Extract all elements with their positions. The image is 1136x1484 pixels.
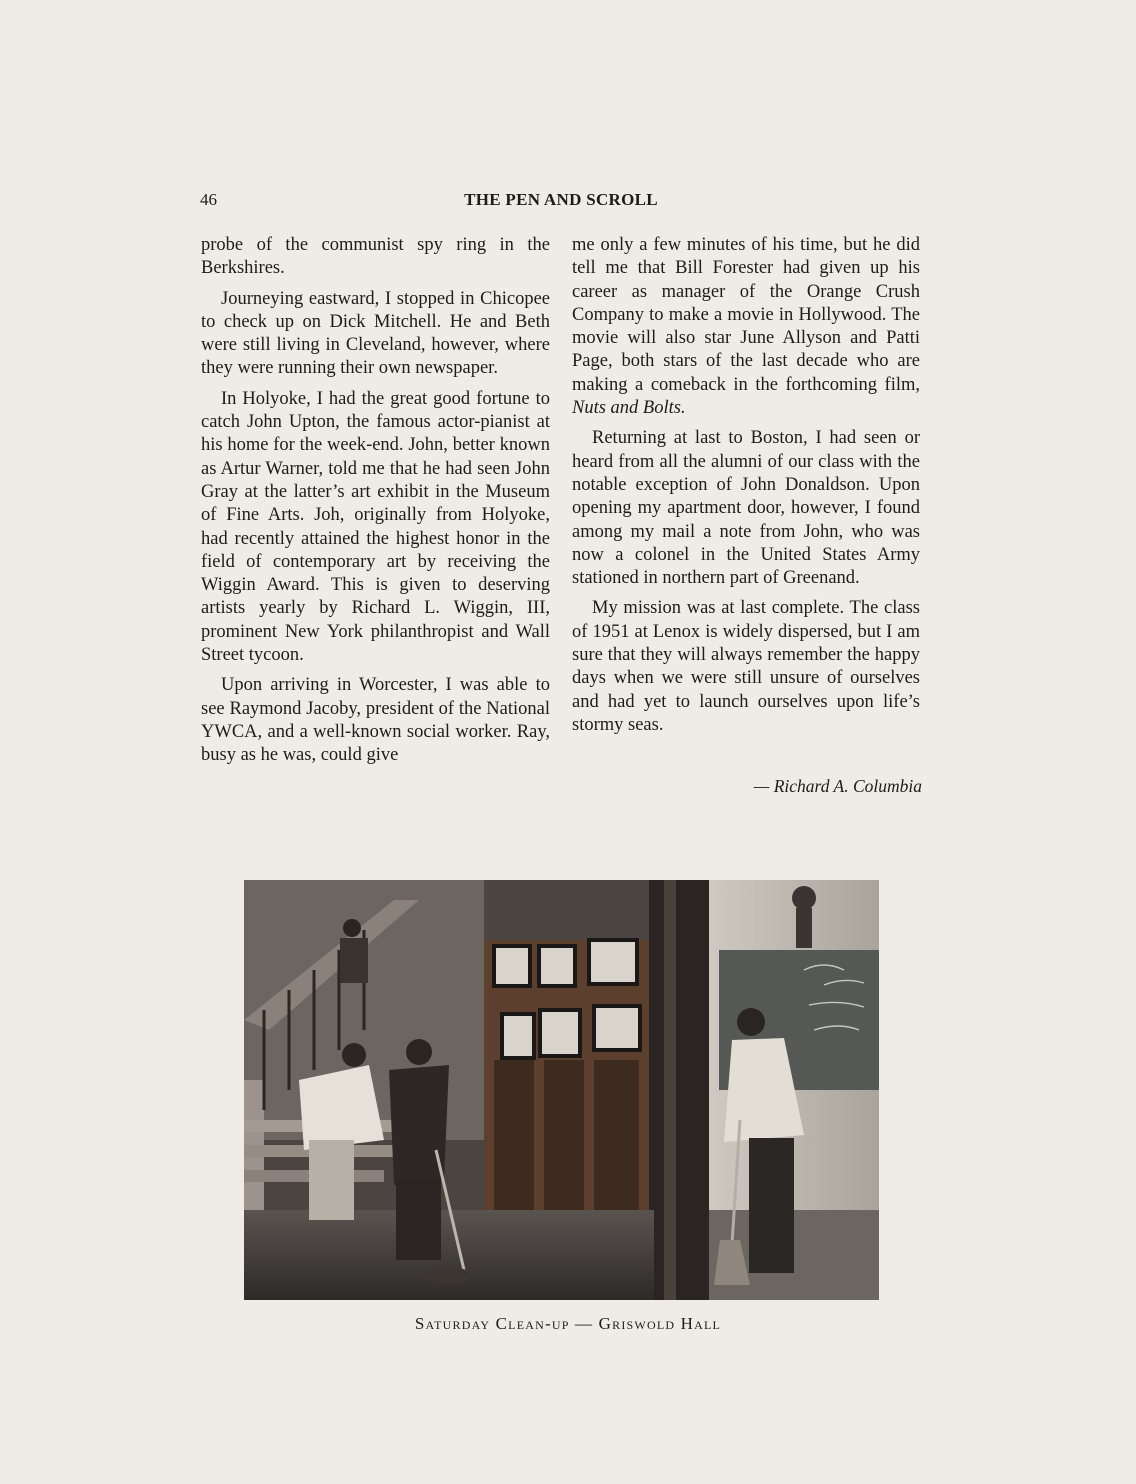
film-title: Nuts and Bolts.	[572, 398, 686, 419]
running-title: THE PEN AND SCROLL	[464, 190, 658, 209]
paragraph	[572, 234, 920, 420]
page-header	[200, 190, 922, 216]
photograph	[244, 880, 879, 1300]
left-column	[201, 234, 550, 768]
page-number: 46	[200, 190, 217, 209]
paragraph: In Holyoke, I had the great good fortune to catch John Upton, the famous actor-pianist at his home for the week-end. John, better known as Artur Warner, told me that he had seen John Gray at the latter’s art exhibit in the Museum of Fine Arts. Joh, originally from Holyoke, had recently attained the highest honor in the field of contemporary art by receiving the Wiggin Award. This is given to deserving artists yearly by Richard L. Wiggin, III, prominent New York philanthropist and Wall Street tycoon.	[201, 388, 550, 666]
paragraph-text: me only a few minutes of his time, but he did tell me that Bill Forester had given up his career as manager of the Orange Crush Company to make a movie in Hollywood. The movie will also star June Allyson and Patti Page, both stars of the last decade who are making a comeback in the forthcoming film,	[572, 235, 920, 395]
photo-caption: Saturday Clean-up — Griswold Hall	[414, 1314, 722, 1333]
photo-illustration	[244, 880, 879, 1300]
author-signature: — Richard A. Columbia	[753, 776, 922, 796]
paragraph: probe of the communist spy ring in the Berkshires.	[201, 235, 550, 279]
paragraph: My mission was at last complete. The class of 1951 at Lenox is widely dispersed, but I am sure that they will always remember the happy days when we were still unsure of ourselves and had yet to launch ourselves upon life’s stormy seas.	[572, 598, 920, 735]
paragraph: Returning at last to Boston, I had seen or heard from all the alumni of our class with the notable exception of John Donaldson. Upon opening my apartment door, however, I found among my mail a note from John, who was now a colonel in the United States Army stationed in northern part of Greenand.	[572, 428, 920, 589]
right-column	[572, 234, 920, 737]
paragraph: Upon arriving in Worcester, I was able to see Raymond Jacoby, president of the National YWCA, and a well-known social worker. Ray, busy as he was, could give	[201, 675, 550, 766]
paragraph: Journeying eastward, I stopped in Chicopee to check up on Dick Mitchell. He and Beth were still living in Cleveland, however, where they were running their own newspaper.	[201, 288, 550, 379]
